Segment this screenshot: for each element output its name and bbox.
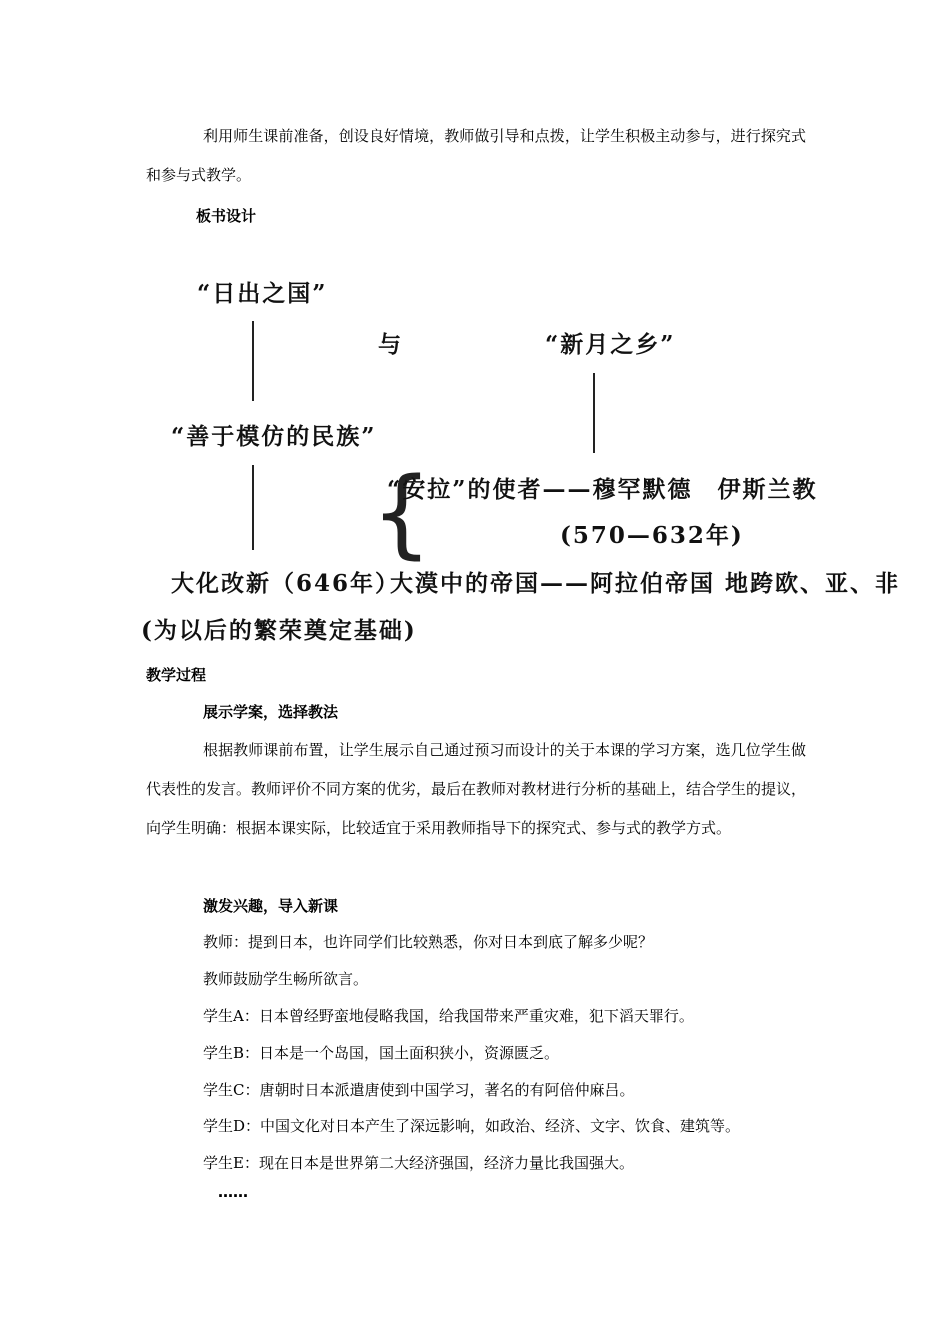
brace-symbol: { [371, 457, 433, 569]
dialogue-student-d: 学生D：中国文化对日本产生了深远影响，如政治、经济、文字、饮食、建筑等。 [203, 1117, 741, 1135]
empire-line: 大漠中的帝国——阿拉伯帝国 地跨欧、亚、非 [390, 570, 901, 597]
dialogue-teacher-question: 教师：提到日本，也许同学们比较熟悉，你对日本到底了解多少呢？ [203, 933, 654, 951]
ellipsis: …… [218, 1183, 248, 1201]
section2-heading: 激发兴趣，导入新课 [203, 897, 339, 915]
section1-heading: 展示学案，选择教法 [203, 703, 339, 721]
prophet-line: “安拉”的使者——穆罕默德 伊斯兰教 [387, 476, 818, 503]
process-heading: 教学过程 [146, 666, 207, 684]
dialogue-student-b: 学生B：日本是一个岛国，国土面积狭小，资源匮乏。 [203, 1044, 560, 1062]
japan-connector-line-1 [252, 321, 254, 401]
board-design-diagram [135, 255, 901, 655]
japan-trait: “善于模仿的民族” [171, 423, 377, 450]
board-design-heading: 板书设计 [196, 207, 257, 225]
arab-connector-line [593, 373, 595, 453]
japan-title: “日出之国” [197, 280, 328, 307]
dialogue-student-a: 学生A：日本曾经野蛮地侵略我国，给我国带来严重灾难，犯下滔天罪行。 [203, 1007, 694, 1025]
and-connector: 与 [378, 331, 403, 358]
dialogue-teacher-encourage: 教师鼓励学生畅所欲言。 [203, 970, 369, 988]
dialogue-student-c: 学生C：唐朝时日本派遣唐使到中国学习，著名的有阿倍仲麻吕。 [203, 1081, 635, 1099]
arab-title: “新月之乡” [545, 331, 676, 358]
taika-note: (为以后的繁荣奠定基础) [141, 617, 417, 644]
taika-reform: 大化改新（646年） [171, 570, 401, 597]
intro-paragraph: 利用师生课前准备，创设良好情境，教师做引导和点拨，让学生积极主动参与，进行探究式和参与式教学。 [146, 127, 806, 184]
japan-connector-line-2 [252, 465, 254, 550]
section1-paragraph: 根据教师课前布置，让学生展示自己通过预习而设计的关于本课的学习方案，选几位学生做代表性的发言。教师评价不同方案的优劣，最后在教师对教材进行分析的基础上，结合学生的提议，向学生明确：根据本课实际，比较适宜于采用教师指导下的探究式、参与式的教学方式。 [146, 741, 807, 837]
dialogue-student-e: 学生E：现在日本是世界第二大经济强国，经济力量比我国强大。 [203, 1154, 634, 1172]
prophet-years: (570—632年) [560, 522, 744, 549]
